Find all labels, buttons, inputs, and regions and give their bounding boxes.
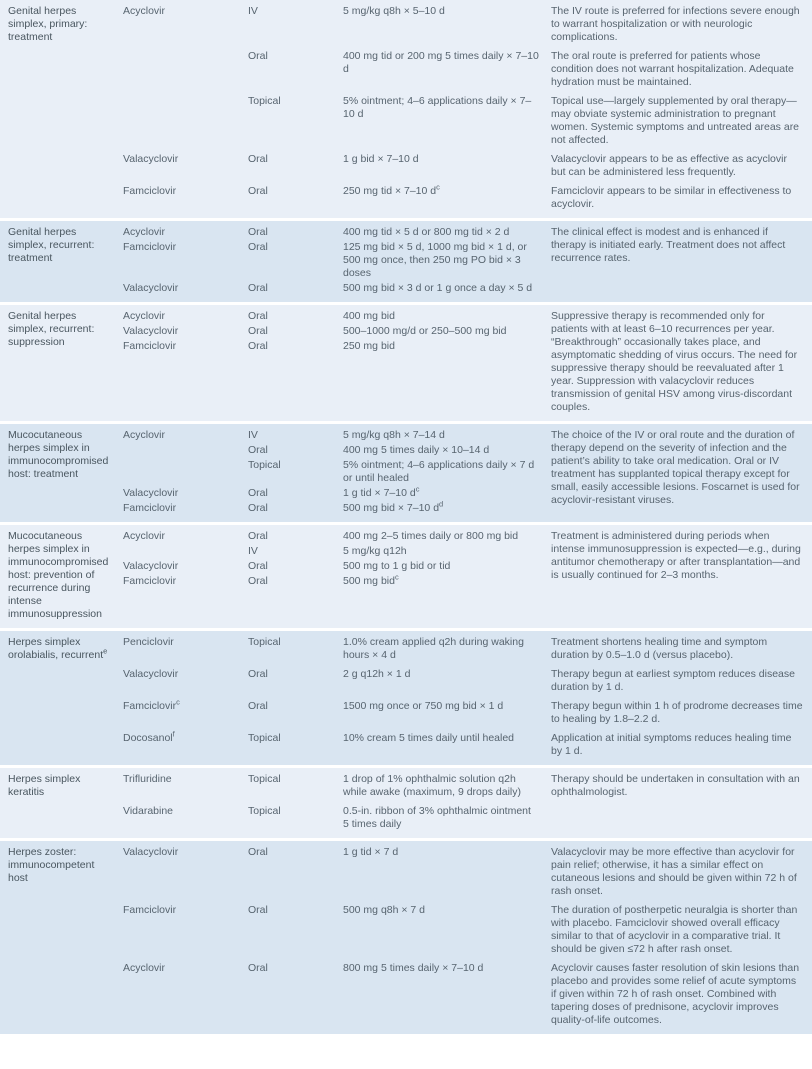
condition-text: Herpes zoster: immunocompetent host (8, 846, 95, 884)
condition-text: Genital herpes simplex, recurrent: suppression (8, 310, 95, 348)
table-section (0, 221, 812, 302)
route-text: Oral (248, 575, 268, 587)
comment-cell: Application at initial symptoms reduces healing time by 1 d. (551, 732, 792, 757)
drug-name: Famciclovir (123, 340, 177, 352)
drug-cell (123, 5, 248, 44)
route-cell (248, 700, 343, 726)
section-comment: Treatment is administered during periods when intense immunosuppression is expected—e.g., during antitumor chemotherapy or after transplantation—and is usually continued for 2–3 months. (551, 530, 801, 581)
dosage-cell (343, 700, 551, 726)
dosage-text: 500 mg q8h × 7 d (343, 904, 426, 916)
dosage-text: 400 mg 2–5 times daily or 800 mg bid (343, 530, 519, 542)
section-body (123, 530, 812, 621)
drug-cell (123, 444, 248, 457)
comment-cell: Topical use—largely supplemented by oral therapy—may obviate systemic administration to pregnant women. Systemic symptoms and untreated areas are not affected. (551, 95, 800, 146)
table-row (123, 282, 551, 295)
table-row (123, 668, 812, 694)
table-row (123, 5, 812, 44)
route-cell (248, 530, 343, 543)
dosage-text: 1 g tid × 7 d (343, 846, 399, 858)
table-row (123, 95, 812, 147)
drug-name: Trifluridine (123, 773, 172, 785)
dosage-text: 1.0% cream applied q2h during waking hours × 4 d (343, 636, 524, 661)
route-text: Topical (248, 95, 281, 107)
table-section (0, 0, 812, 218)
drug-name: Famciclovir (123, 502, 177, 514)
dosage-text: 250 mg tid × 7–10 d (343, 185, 437, 197)
route-text: Oral (248, 962, 268, 974)
dosage-footnote-mark: c (436, 182, 440, 192)
drug-cell (123, 805, 248, 831)
route-cell (248, 904, 343, 956)
dosage-text: 10% cream 5 times daily until healed (343, 732, 515, 744)
section-rows (123, 5, 812, 211)
route-text: IV (248, 5, 258, 17)
section-body (123, 636, 812, 758)
table-section (0, 631, 812, 765)
dosage-cell (343, 153, 551, 179)
route-text: Oral (248, 502, 268, 514)
route-cell (248, 459, 343, 485)
dosage-cell (343, 444, 551, 457)
drug-cell (123, 325, 248, 338)
route-text: Oral (248, 241, 268, 253)
route-cell (248, 444, 343, 457)
dosage-text: 5 mg/kg q8h × 7–14 d (343, 429, 445, 441)
section-body (123, 226, 812, 295)
condition-cell (0, 773, 123, 831)
table-row (123, 226, 551, 239)
drug-cell (123, 282, 248, 295)
drug-cell (123, 962, 248, 1027)
dosage-cell (343, 962, 551, 1027)
drug-name: Famciclovir (123, 575, 177, 587)
table-section (0, 768, 812, 838)
dosage-cell (343, 95, 551, 147)
table-row (123, 560, 551, 573)
drug-cell (123, 310, 248, 323)
route-text: Oral (248, 50, 268, 62)
table-row (123, 846, 812, 898)
dosage-footnote-mark: d (439, 499, 444, 509)
table-row (123, 153, 812, 179)
dosage-cell (343, 530, 551, 543)
route-cell (248, 773, 343, 799)
comment-cell: Therapy begun within 1 h of prodrome decreases time to healing by 1.8–2.2 d. (551, 700, 803, 725)
route-text: Oral (248, 226, 268, 238)
drug-cell (123, 50, 248, 89)
condition-cell (0, 310, 123, 414)
dosage-text: 400 mg tid or 200 mg 5 times daily × 7–10 d (343, 50, 539, 75)
route-text: IV (248, 545, 258, 557)
condition-text: Genital herpes simplex, primary: treatment (8, 5, 88, 43)
route-cell (248, 95, 343, 147)
table-row (123, 572, 551, 588)
drug-cell (123, 560, 248, 573)
dosage-text: 800 mg 5 times daily × 7–10 d (343, 962, 484, 974)
route-cell (248, 340, 343, 353)
route-cell (248, 502, 343, 515)
drug-cell (123, 226, 248, 239)
dosage-text: 1 drop of 1% ophthalmic solution q2h while awake (maximum, 9 drops daily) (343, 773, 521, 798)
comment-cell: Famciclovir appears to be similar in effectiveness to acyclovir. (551, 185, 792, 210)
condition-text: Herpes simplex keratitis (8, 773, 81, 798)
drug-cell (123, 241, 248, 280)
route-text: Oral (248, 668, 268, 680)
dosage-text: 5% ointment; 4–6 applications daily × 7–10 d (343, 95, 532, 120)
table-row (123, 962, 812, 1027)
drug-cell (123, 502, 248, 515)
table-row (123, 729, 812, 758)
route-cell (248, 805, 343, 831)
comment-cell: The oral route is preferred for patients whose condition does not warrant hospitalization. Adequate hydration must be maintained. (551, 50, 794, 88)
drug-name: Famciclovir (123, 241, 177, 253)
dosage-text: 125 mg bid × 5 d, 1000 mg bid × 1 d, or 500 mg once, then 250 mg PO bid × 3 doses (343, 241, 527, 279)
drug-name: Acyclovir (123, 5, 166, 17)
condition-cell (0, 636, 123, 758)
section-body (123, 429, 812, 515)
drug-name: Vidarabine (123, 805, 174, 817)
dosage-cell (343, 429, 551, 442)
route-cell (248, 668, 343, 694)
drug-cell (123, 668, 248, 694)
condition-text: Mucocutaneous herpes simplex in immunocompromised host: prevention of recurrence during intense immunosuppression (8, 530, 109, 620)
table-row (123, 310, 551, 323)
route-text: Oral (248, 325, 268, 337)
route-text: Oral (248, 560, 268, 572)
route-text: Oral (248, 310, 268, 322)
drug-name: Acyclovir (123, 226, 166, 238)
dosage-cell (343, 310, 551, 323)
dosage-text: 250 mg bid (343, 340, 395, 352)
section-rows (123, 530, 551, 621)
route-cell (248, 487, 343, 500)
dosage-text: 1500 mg once or 750 mg bid × 1 d (343, 700, 504, 712)
dosage-text: 500 mg bid (343, 575, 395, 587)
drug-name: Famciclovir (123, 700, 177, 712)
route-text: IV (248, 429, 258, 441)
dosage-text: 1 g tid × 7–10 d (343, 487, 416, 499)
dosage-cell (343, 226, 551, 239)
dosage-cell (343, 572, 551, 588)
route-text: Oral (248, 444, 268, 456)
dosage-cell (343, 182, 551, 211)
dosage-cell (343, 732, 551, 758)
route-cell (248, 241, 343, 280)
dosage-cell (343, 50, 551, 89)
drug-name: Docosanol (123, 732, 173, 744)
dosage-footnote-mark: c (415, 484, 420, 494)
dosage-cell (343, 282, 551, 295)
route-cell (248, 310, 343, 323)
drug-name: Valacyclovir (123, 846, 179, 858)
section-rows (123, 310, 551, 414)
drug-name: Valacyclovir (123, 325, 179, 337)
table-row (123, 636, 812, 662)
route-text: Oral (248, 846, 268, 858)
dosage-cell (343, 773, 551, 799)
dosage-cell (343, 805, 551, 831)
route-text: Oral (248, 153, 268, 165)
drug-cell (123, 636, 248, 662)
drug-cell (123, 95, 248, 147)
drug-cell (123, 545, 248, 558)
drug-name: Famciclovir (123, 904, 177, 916)
comment-cell: Treatment shortens healing time and symptom duration by 0.5–1.0 d (versus placebo). (551, 636, 768, 661)
comment-cell: Valacyclovir appears to be as effective as acyclovir but can be administered less frequently. (551, 153, 787, 178)
route-text: Oral (248, 185, 268, 197)
drug-cell (123, 153, 248, 179)
dosage-text: 5 mg/kg q8h × 5–10 d (343, 5, 445, 17)
table-row (123, 50, 812, 89)
drug-name: Acyclovir (123, 429, 166, 441)
table-row (123, 530, 551, 543)
dosage-footnote-mark: c (394, 572, 399, 582)
dosage-cell (343, 484, 551, 500)
drug-name: Acyclovir (123, 962, 166, 974)
table-row (123, 484, 551, 500)
route-cell (248, 325, 343, 338)
drug-cell (123, 429, 248, 442)
drug-name: Valacyclovir (123, 282, 179, 294)
condition-cell (0, 846, 123, 1027)
table-row (123, 429, 551, 442)
drug-name: Acyclovir (123, 310, 166, 322)
dosage-text: 400 mg tid × 5 d or 800 mg tid × 2 d (343, 226, 510, 238)
dosage-cell (343, 340, 551, 353)
dosage-cell (343, 459, 551, 485)
dosage-cell (343, 560, 551, 573)
dosage-text: 400 mg bid (343, 310, 395, 322)
drug-cell (123, 729, 248, 758)
comment-cell: The duration of postherpetic neuralgia is shorter than with placebo. Famciclovir showed overall efficacy similar to that of acyclovir in a comparative trial. It should be given ≤72 h after rash onset. (551, 904, 798, 955)
drug-cell (123, 773, 248, 799)
drug-name: Valacyclovir (123, 560, 179, 572)
drug-cell (123, 459, 248, 485)
route-cell (248, 429, 343, 442)
dosage-text: 1 g bid × 7–10 d (343, 153, 419, 165)
comment-cell: Therapy should be undertaken in consultation with an ophthalmologist. (551, 773, 800, 798)
section-body (123, 846, 812, 1027)
table-row (123, 444, 551, 457)
section-comment: The choice of the IV or oral route and the duration of therapy depend on the severity of infection and the patient’s ability to take oral medication. Oral or IV treatment has supplanted topical therapy except for small, easily accessible lesions. Foscarnet is used for acyclovir-resistant viruses. (551, 429, 800, 506)
drug-cell (123, 575, 248, 588)
drug-footnote-mark: f (172, 729, 175, 739)
drug-name: Valacyclovir (123, 153, 179, 165)
route-cell (248, 5, 343, 44)
route-text: Oral (248, 904, 268, 916)
drug-name: Famciclovir (123, 185, 177, 197)
route-text: Topical (248, 459, 281, 471)
route-text: Topical (248, 805, 281, 817)
route-cell (248, 636, 343, 662)
dosage-cell (343, 499, 551, 515)
table-section (0, 424, 812, 522)
drug-cell (123, 530, 248, 543)
section-body (123, 773, 812, 831)
drug-cell (123, 487, 248, 500)
dosage-text: 500 mg to 1 g bid or tid (343, 560, 451, 572)
section-body (123, 310, 812, 414)
drug-cell (123, 340, 248, 353)
drug-cell (123, 697, 248, 726)
dosage-cell (343, 545, 551, 558)
condition-footnote-mark: e (103, 646, 108, 656)
comment-cell (551, 805, 812, 831)
table-row (123, 499, 551, 515)
route-cell (248, 560, 343, 573)
condition-cell (0, 429, 123, 515)
table-row (123, 340, 551, 353)
section-rows (123, 429, 551, 515)
route-text: Oral (248, 282, 268, 294)
section-rows (123, 846, 812, 1027)
dosage-text: 500 mg bid × 7–10 d (343, 502, 440, 514)
drug-cell (123, 904, 248, 956)
table-row (123, 325, 551, 338)
condition-cell (0, 5, 123, 211)
table-row (123, 805, 812, 831)
route-text: Oral (248, 530, 268, 542)
route-cell (248, 282, 343, 295)
drug-name: Penciclovir (123, 636, 174, 648)
dosage-cell (343, 904, 551, 956)
dosage-text: 500–1000 mg/d or 250–500 mg bid (343, 325, 507, 337)
route-cell (248, 575, 343, 588)
route-cell (248, 962, 343, 1027)
route-cell (248, 545, 343, 558)
drug-name: Valacyclovir (123, 487, 179, 499)
condition-text: Herpes simplex orolabialis, recurrent (8, 636, 104, 661)
dosage-cell (343, 5, 551, 44)
table-section (0, 305, 812, 421)
condition-text: Mucocutaneous herpes simplex in immunocompromised host: treatment (8, 429, 109, 480)
dosage-cell (343, 241, 551, 280)
section-comment: The clinical effect is modest and is enhanced if therapy is initiated early. Treatment does not affect recurrence rates. (551, 226, 786, 264)
drug-footnote-mark: c (176, 697, 180, 707)
condition-cell (0, 226, 123, 295)
comment-cell: The IV route is preferred for infections severe enough to warrant hospitalization or with neurologic complications. (551, 5, 800, 43)
table-row (123, 182, 812, 211)
table-section (0, 841, 812, 1034)
section-rows (123, 636, 812, 758)
route-text: Oral (248, 487, 268, 499)
table-row (123, 904, 812, 956)
section-rows (123, 773, 812, 831)
route-cell (248, 153, 343, 179)
route-cell (248, 226, 343, 239)
dosage-cell (343, 668, 551, 694)
route-cell (248, 732, 343, 758)
dosage-text: 0.5-in. ribbon of 3% ophthalmic ointment 5 times daily (343, 805, 531, 830)
drug-cell (123, 185, 248, 211)
condition-text: Genital herpes simplex, recurrent: treatment (8, 226, 95, 264)
drug-name: Valacyclovir (123, 668, 179, 680)
route-cell (248, 185, 343, 211)
table-row (123, 459, 551, 485)
table-row (123, 773, 812, 799)
table-row (123, 545, 551, 558)
section-comment: Suppressive therapy is recommended only for patients with at least 6–10 recurrences per year. “Breakthrough” occasionally takes place, and asymptomatic shedding of virus occurs. The need for suppressive therapy should be reevaluated after 1 year. Suppression with valacyclovir reduces transmission of genital HSV among virus-discordant couples. (551, 310, 798, 413)
route-text: Topical (248, 773, 281, 785)
route-text: Topical (248, 732, 281, 744)
route-text: Oral (248, 700, 268, 712)
table-row (123, 697, 812, 726)
section-body (123, 5, 812, 211)
table-section (0, 525, 812, 628)
comment-cell: Therapy begun at earliest symptom reduces disease duration by 1 d. (551, 668, 795, 693)
drug-name: Acyclovir (123, 530, 166, 542)
dosage-text: 2 g q12h × 1 d (343, 668, 411, 680)
route-text: Oral (248, 340, 268, 352)
comment-cell: Acyclovir causes faster resolution of skin lesions than placebo and provides some relief of acute symptoms if given within 72 h of rash onset. Combined with tapering doses of prednisone, acyclovir improves quality-of-life outcomes. (551, 962, 800, 1026)
dosage-cell (343, 636, 551, 662)
section-rows (123, 226, 551, 295)
dosage-text: 5 mg/kg q12h (343, 545, 407, 557)
table-row (123, 241, 551, 280)
dosage-text: 5% ointment; 4–6 applications daily × 7 d or until healed (343, 459, 535, 484)
route-cell (248, 846, 343, 898)
route-text: Topical (248, 636, 281, 648)
condition-cell (0, 530, 123, 621)
dosage-cell (343, 846, 551, 898)
drug-cell (123, 846, 248, 898)
dosage-text: 500 mg bid × 3 d or 1 g once a day × 5 d (343, 282, 533, 294)
dosage-cell (343, 325, 551, 338)
comment-cell: Valacyclovir may be more effective than acyclovir for pain relief; otherwise, it has a similar effect on cutaneous lesions and should be given within 72 h of rash onset. (551, 846, 797, 897)
dosage-text: 400 mg 5 times daily × 10–14 d (343, 444, 490, 456)
route-cell (248, 50, 343, 89)
